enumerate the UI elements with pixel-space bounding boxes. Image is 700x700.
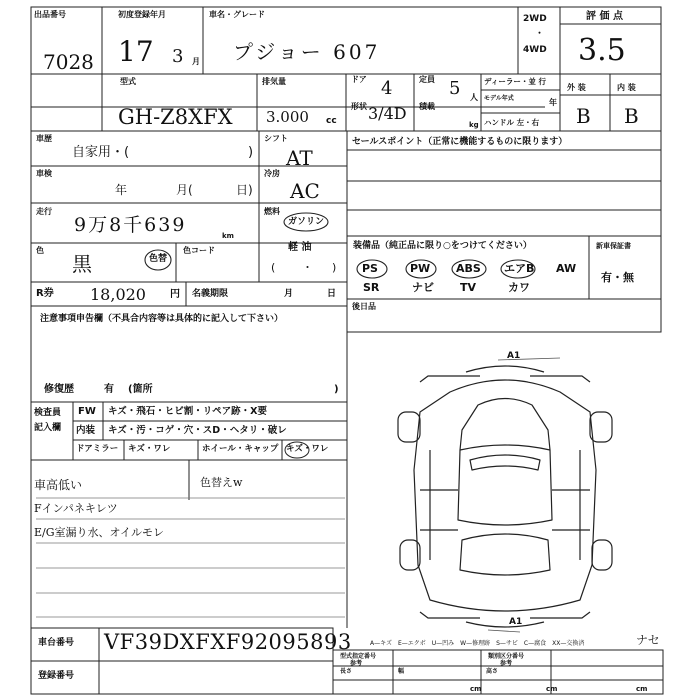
new-guarantee-value: 有・無 <box>601 271 634 284</box>
lot-number-value: 7028 <box>43 50 94 74</box>
vin-value: VF39DXFXF92095893 <box>104 630 352 654</box>
inspector-interior-text: キズ・汚・コゲ・穴・スD・ヘタリ・破レ <box>108 425 287 436</box>
handwritten-note-right: 色替えw <box>200 476 243 489</box>
inspector-wheel-head: ホイール・キャップ <box>202 444 279 454</box>
aircon-label: 冷房 <box>264 169 280 178</box>
capacity-label: 定員 <box>419 75 435 84</box>
exterior-label: 外 装 <box>567 83 586 92</box>
recycle-value: 18,020 <box>90 285 146 304</box>
car-name-value: プジョー 607 <box>233 40 381 64</box>
warranty-month: 月 <box>284 289 294 299</box>
registration-number-label: 登録番号 <box>38 671 75 681</box>
displacement-unit: cc <box>326 116 337 126</box>
fuel-label: 燃料 <box>264 207 280 216</box>
drive-4wd: 4WD <box>523 45 547 55</box>
after-goods-label: 後日品 <box>352 302 376 311</box>
inspector-wheel-text: キズ・ワレ <box>286 444 329 454</box>
repair-history-label: 修復歴 <box>44 384 74 395</box>
score-label: 評 価 点 <box>586 11 623 22</box>
load-unit: kg <box>469 121 479 129</box>
handwritten-note-2: Fインパネキレツ <box>34 502 118 515</box>
drive-separator: ・ <box>535 29 545 39</box>
handle-label: ハンドル 左・右 <box>484 118 540 127</box>
inspection-year: 年 <box>115 183 128 197</box>
month-unit: 月 <box>192 57 200 66</box>
handwritten-note-3: E/G室漏り水、オイルモレ <box>34 526 164 539</box>
new-guarantee-label: 新車保証書 <box>596 242 631 250</box>
class-number-label: 類別区分番号 <box>488 653 525 660</box>
repair-close: ) <box>334 384 339 395</box>
mileage-label: 走行 <box>36 207 52 216</box>
capacity-value: 5 <box>449 78 461 99</box>
inspector-mirror-text: キズ・ワレ <box>128 444 171 454</box>
fuel-dot: ・ <box>302 261 313 274</box>
model-year-label: モデル年式 <box>484 95 514 102</box>
model-designation-label: 型式指定番号 <box>340 653 377 660</box>
equip-sr: SR <box>363 281 380 294</box>
height-unit: cm <box>546 685 558 693</box>
inspection-day: 日) <box>236 183 253 197</box>
length-label: 長さ <box>340 668 353 675</box>
first-registration-year: 17 <box>118 35 154 68</box>
model-code-value: GH-Z8XFX <box>118 105 233 129</box>
model-year-unit: 年 <box>549 98 557 107</box>
capacity-unit: 人 <box>470 93 478 102</box>
caution-label: 注意事項申告欄（不具合内容等は具体的に記入して下さい） <box>40 314 284 324</box>
color-change: 色替 <box>149 254 168 264</box>
inspector-interior-head: 内装 <box>76 425 96 436</box>
history-value: 自家用・( <box>72 145 130 160</box>
equip-leather: カワ <box>508 281 530 294</box>
model-code-label: 型式 <box>120 77 136 86</box>
mileage-unit: km <box>222 232 234 240</box>
shape-label: 形状 <box>351 102 367 111</box>
history-close: ) <box>248 145 254 160</box>
color-code-label: 色コード <box>183 246 215 255</box>
equip-pw: PW <box>410 262 431 275</box>
equip-abs: ABS <box>456 262 481 275</box>
door-label: ドア <box>351 75 367 84</box>
first-registration-month: 3 <box>172 46 184 67</box>
inspector-fw-head: FW <box>78 406 96 417</box>
diagram-rear-label: A1 <box>509 617 523 627</box>
door-value: 4 <box>381 78 393 99</box>
warranty-label: 名義期限 <box>192 289 229 299</box>
mileage-value: 9万8千639 <box>74 214 187 236</box>
exterior-grade: B <box>576 104 591 128</box>
width-label: 幅 <box>398 668 405 675</box>
warranty-day: 日 <box>327 289 337 299</box>
height-label: 高さ <box>486 668 499 675</box>
car-name-label: 車名・グレード <box>209 10 265 19</box>
recycle-unit: 円 <box>170 289 180 300</box>
shift-value: AT <box>286 146 313 170</box>
displacement-value: 3.000 <box>266 108 309 126</box>
model-designation-ref: 参考 <box>350 660 363 667</box>
equip-airbag: エアB <box>504 262 535 275</box>
corner-mark: ナセ <box>636 633 660 647</box>
shift-label: シフト <box>264 134 288 143</box>
inspector-label-2: 記入欄 <box>34 423 62 433</box>
shape-value: 3/4D <box>368 104 407 123</box>
equip-ps: PS <box>362 262 378 275</box>
width-unit: cm <box>470 685 482 693</box>
repair-history-value: 有 <box>104 384 114 395</box>
vin-label: 車台番号 <box>38 638 75 648</box>
lot-number-label: 出品番号 <box>34 10 66 19</box>
drive-2wd: 2WD <box>523 14 547 24</box>
repair-place: (箇所 <box>128 384 153 395</box>
equip-tv: TV <box>460 281 477 294</box>
fuel-paren-open: ( <box>271 261 276 274</box>
fuel-diesel: 軽 油 <box>288 242 312 253</box>
color-label: 色 <box>36 246 44 255</box>
aircon-value: AC <box>290 179 320 203</box>
class-number-ref: 参考 <box>500 660 513 667</box>
fuel-gasoline: ガソリン <box>288 217 325 227</box>
first-registration-label: 初度登録年月 <box>118 10 166 19</box>
handwritten-note-1: 車高低い <box>34 478 83 492</box>
recycle-label: R券 <box>36 288 54 299</box>
sales-point-label: セールスポイント（正常に機能するものに限ります） <box>352 137 568 147</box>
interior-label: 内 装 <box>617 83 636 92</box>
equip-navi: ナビ <box>412 281 434 294</box>
damage-legend: A—キズ E—エクボ U—凹み W—修理跡 S—サビ C—腐食 XX—交換済 <box>370 640 585 647</box>
equipment-label: 装備品（純正品に限り○をつけてください） <box>353 241 532 251</box>
inspection-label: 車検 <box>36 169 52 178</box>
color-value: 黒 <box>72 252 92 276</box>
diagram-front-label: A1 <box>507 351 521 361</box>
dealer-label: ディーラー・並 行 <box>484 77 547 86</box>
score-value: 3.5 <box>578 33 626 68</box>
depth-unit: cm <box>636 685 648 693</box>
fuel-paren-close: ) <box>332 261 337 274</box>
inspector-label-1: 検査員 <box>34 408 62 418</box>
inspector-fw-text: キズ・飛石・ヒビ割・リペア跡・X要 <box>108 406 267 417</box>
equip-aw: AW <box>556 262 577 275</box>
interior-grade: B <box>624 104 639 128</box>
inspection-month: 月( <box>176 183 193 197</box>
displacement-label: 排気量 <box>262 77 286 86</box>
load-label: 積載 <box>419 102 435 111</box>
history-label: 車歴 <box>36 134 52 143</box>
inspector-mirror-head: ドアミラー <box>76 444 119 454</box>
